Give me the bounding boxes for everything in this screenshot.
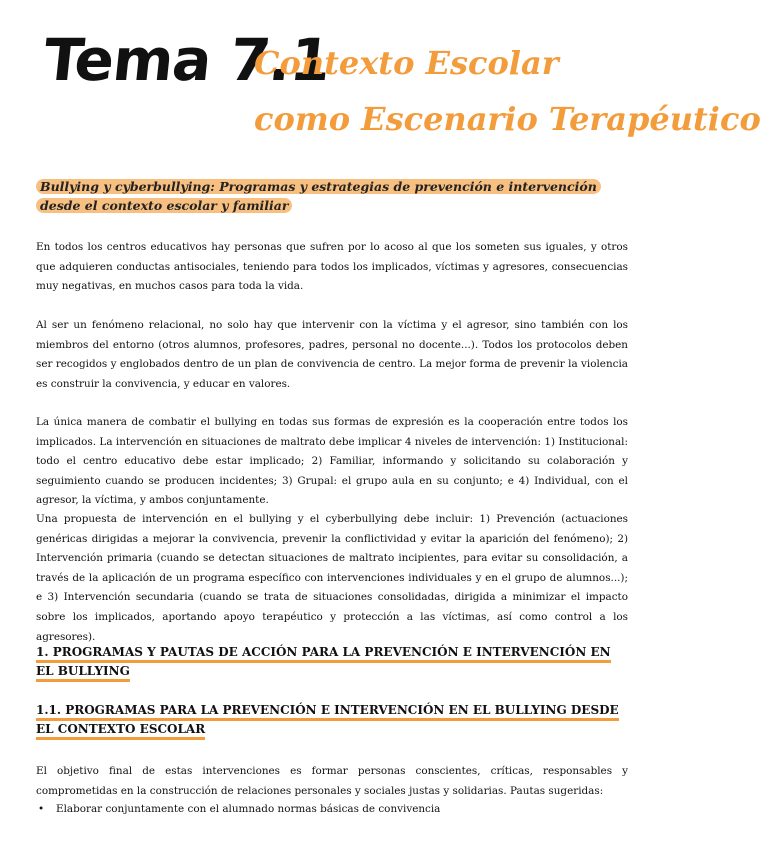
section-heading-1-1-text: 1.1. PROGRAMAS PARA LA PREVENCIÓN E INTERVENCIÓN EN EL BULLYING DESDE EL CONTEXTO ESCOLAR	[36, 703, 619, 740]
list-item	[36, 800, 628, 818]
paragraph-objective: El objetivo final de estas intervenciones es formar personas conscientes, críticas, responsables y comprometidas en la construcción de relaciones personales y sociales justas y solidarias. Pautas sugeridas:	[36, 765, 628, 797]
section-heading-1	[36, 643, 628, 681]
section-heading-1-1	[36, 701, 628, 739]
bullet-icon: •	[38, 803, 45, 815]
title-line-2: como Escenario Terapéutico	[254, 100, 761, 138]
section-heading-1-text: 1. PROGRAMAS Y PAUTAS DE ACCIÓN PARA LA PREVENCIÓN E INTERVENCIÓN EN EL BULLYING	[36, 645, 611, 682]
list-item-text: Elaborar conjuntamente con el alumnado normas básicas de convivencia	[56, 803, 441, 815]
subtitle-highlight: Bullying y cyberbullying: Programas y estrategias de prevención e intervención desde el contexto escolar y familiar	[36, 179, 601, 213]
guidelines-list	[36, 800, 628, 818]
paragraph-intro: En todos los centros educativos hay personas que sufren por lo acoso al que los someten sus iguales, y otros que adquieren conductas antisociales, teniendo para todos los implicados, víctimas y agresores, consecuencias muy negativas, en muchos casos para toda la vida.	[36, 241, 628, 293]
paragraph-proposal: Una propuesta de intervención en el bullying y el cyberbullying debe incluir: 1) Prevención (actuaciones genéricas dirigidas a mejorar la convivencia, prevenir la conflictividad y evitar la aparición del fenómeno); 2) Intervención primaria (cuando se detectan situaciones de maltrato incipientes, para evitar su consolidación, a través de la aplicación de un programa específico con intervenciones individuales y en el grupo de alumnos...); e 3) Intervención secundaria (cuando se trata de situaciones consolidadas, dirigida a minimizar el impacto sobre los implicados, aportando apoyo terapéutico y protección a las víctimas, así como control a los agresores).	[36, 513, 628, 643]
paragraph-relational: Al ser un fenómeno relacional, no solo hay que intervenir con la víctima y el agresor, sino también con los miembros del entorno (otros alumnos, profesores, padres, personal no docente...). Todos los protocolos deben ser recogidos y englobados dentro de un plan de convivencia de centro. La mejor forma de prevenir la violencia es construir la convivencia, y educar en valores.	[36, 319, 628, 390]
title-line-1: Contexto Escolar	[254, 44, 559, 82]
subtitle	[36, 177, 618, 215]
paragraph-levels: La única manera de combatir el bullying en todas sus formas de expresión es la cooperación entre todos los implicados. La intervención en situaciones de maltrato debe implicar 4 niveles de intervención: 1) Institucional: todo el centro educativo debe estar implicado; 2) Familiar, informando y solicitando su colaboración y seguimiento cuando se producen incidentes; 3) Grupal: el grupo aula en su conjunto; e 4) Individual, con el agresor, la víctima, y ambos conjuntamente.	[36, 416, 628, 507]
title-main: Tema 7.1	[40, 26, 334, 94]
